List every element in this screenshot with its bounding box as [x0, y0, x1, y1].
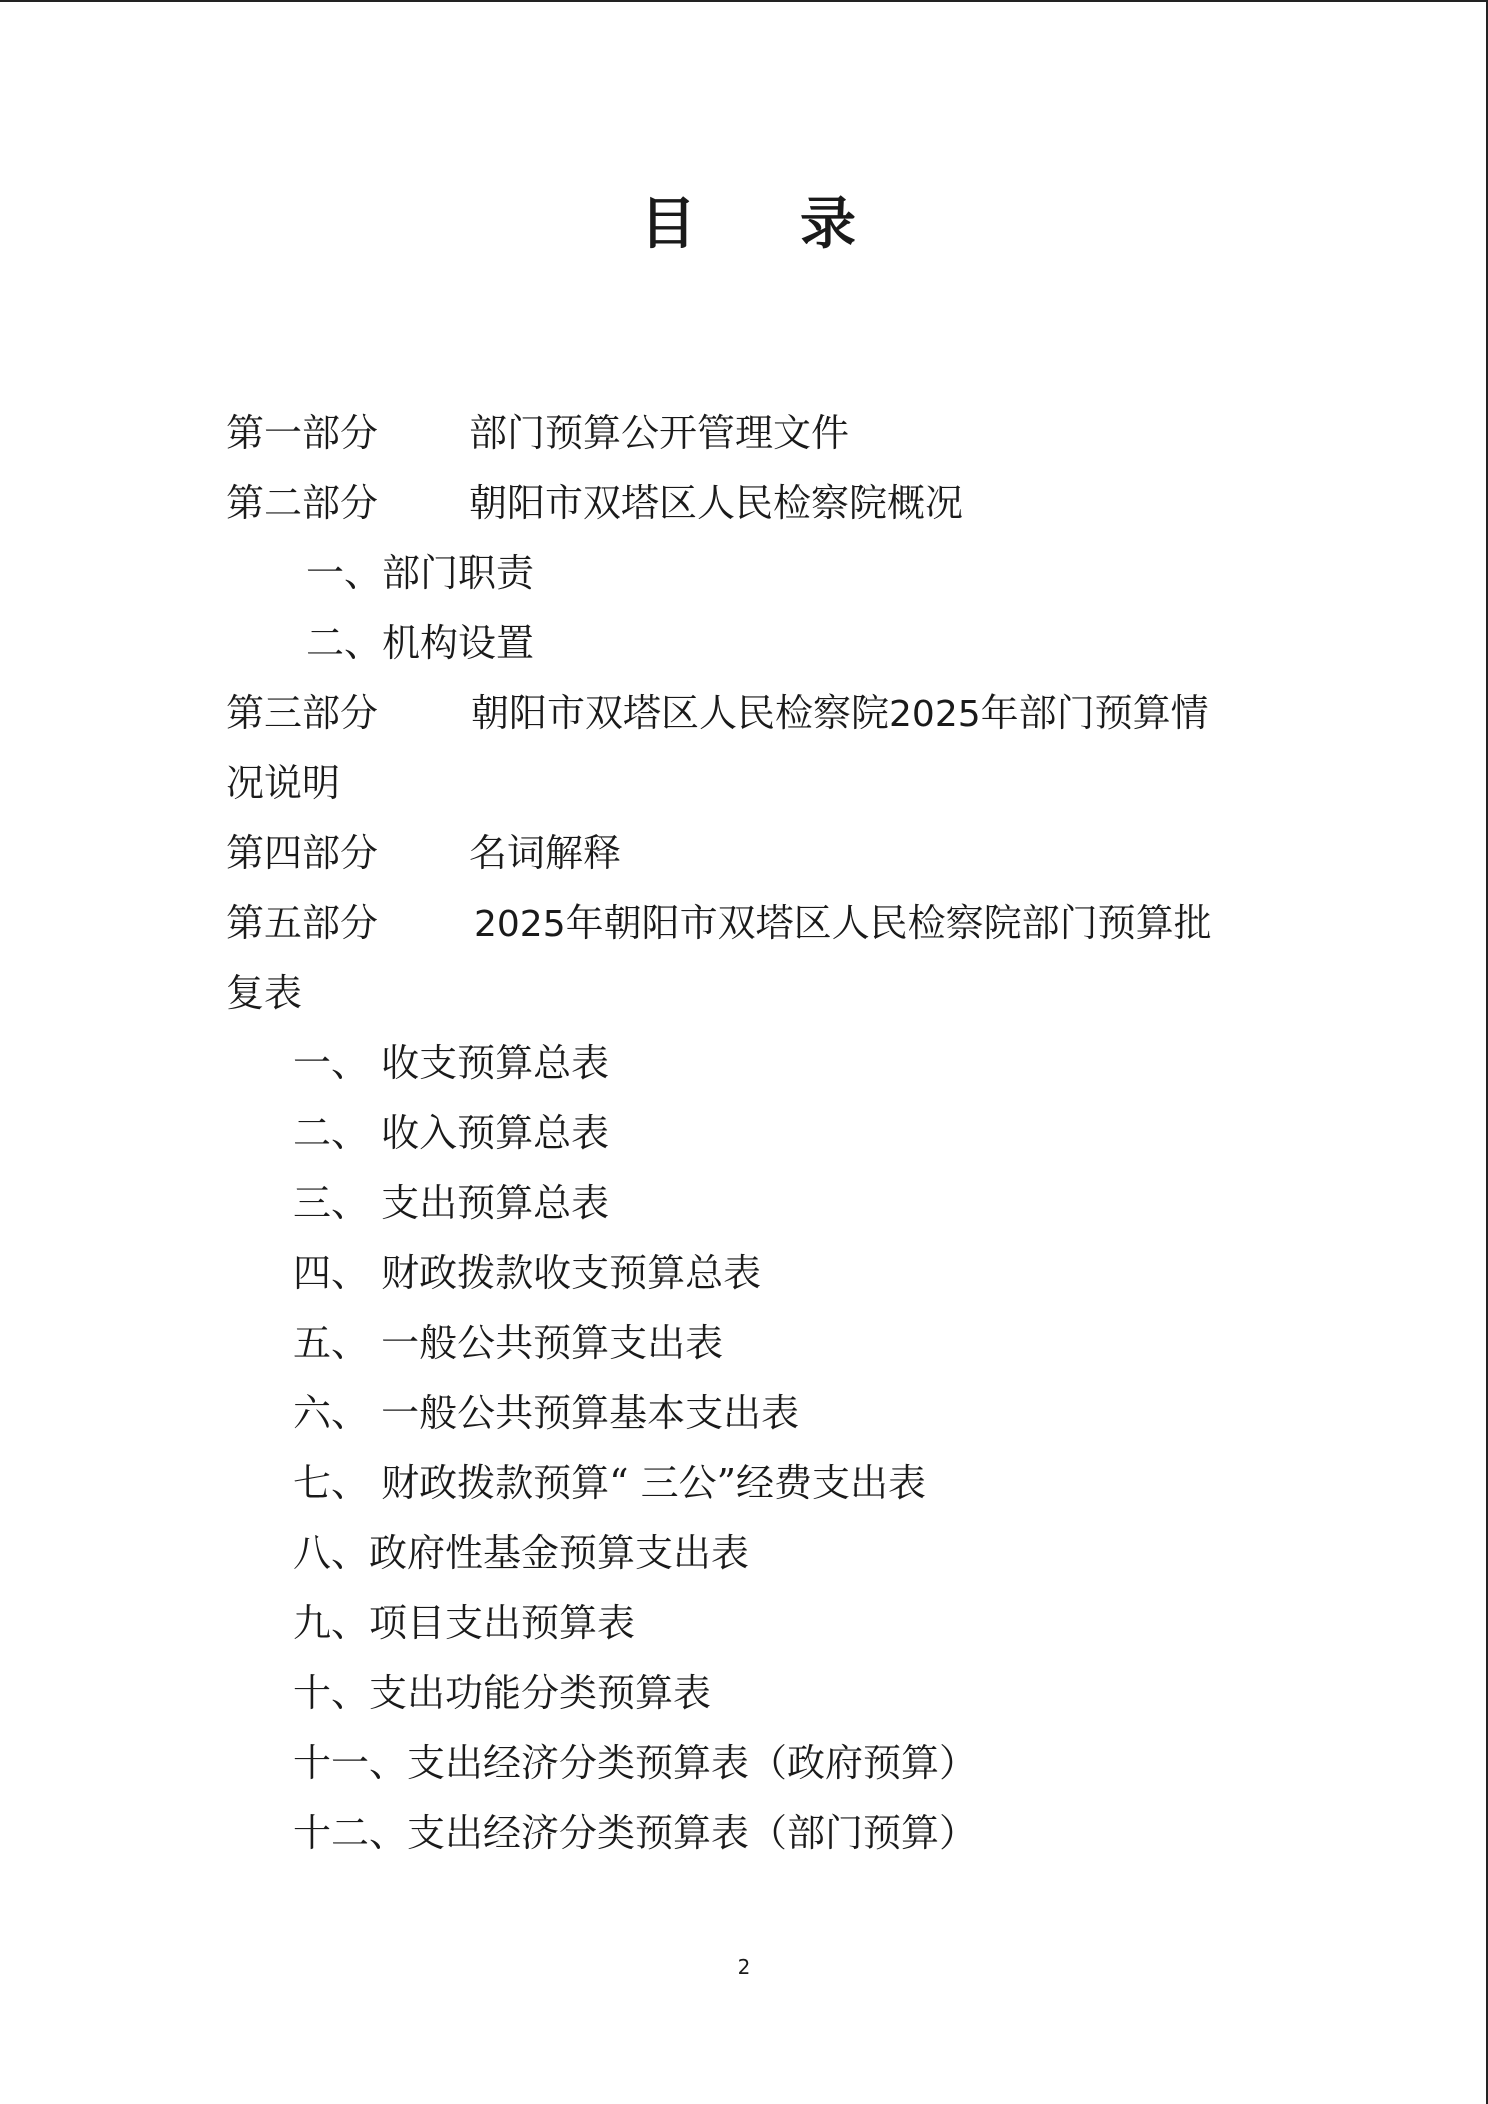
page-number: 2 — [737, 1955, 751, 1979]
toc-part-5-title — [474, 900, 1212, 948]
part-5-text-a: 年朝阳市双塔区人民检察院部门预算批 — [565, 901, 1212, 945]
toc-part-1 — [226, 410, 378, 456]
part-5-year: 2025 — [474, 904, 566, 945]
toc-part-1-title: 部门预算公开管理文件 — [469, 411, 850, 455]
toc-table-item: 一、 收支预算总表 — [293, 1041, 610, 1085]
toc-table-item: 二、 收入预算总表 — [293, 1111, 610, 1155]
part-label: 第三部分 — [226, 691, 379, 735]
toc-part-4 — [226, 830, 378, 876]
toc-part-5-title-cont: 复表 — [226, 971, 303, 1015]
part-3-text-a: 朝阳市双塔区人民检察院 — [471, 691, 890, 735]
part-3-year: 2025 — [889, 694, 981, 735]
toc-table-item: 十一、支出经济分类预算表（政府预算） — [293, 1741, 978, 1785]
toc-table-item: 五、 一般公共预算支出表 — [293, 1321, 724, 1365]
toc-table-item: 十、支出功能分类预算表 — [293, 1671, 712, 1715]
toc-part-3-title-cont: 况说明 — [226, 761, 341, 805]
toc-part-4-title: 名词解释 — [469, 831, 622, 875]
part-label: 第四部分 — [226, 831, 379, 875]
toc-table-item: 四、 财政拨款收支预算总表 — [293, 1251, 762, 1295]
toc-part-3-title — [471, 690, 1209, 738]
part-label: 第一部分 — [226, 411, 379, 455]
toc-part-2 — [226, 480, 378, 526]
part-3-text-b: 年部门预算情 — [980, 691, 1209, 735]
toc-title-char-1: 目 — [640, 191, 696, 257]
toc-table-item: 九、项目支出预算表 — [293, 1601, 636, 1645]
toc-table-item: 八、政府性基金预算支出表 — [293, 1531, 750, 1575]
part-label: 第二部分 — [226, 481, 379, 525]
toc-subitem: 二、机构设置 — [306, 621, 535, 665]
toc-part-5 — [226, 900, 378, 946]
part-label: 第五部分 — [226, 901, 379, 945]
toc-table-item: 七、 财政拨款预算“ 三公”经费支出表 — [293, 1461, 927, 1505]
toc-subitem: 一、部门职责 — [306, 551, 535, 595]
toc-title-char-2: 录 — [800, 191, 856, 257]
toc-part-2-title: 朝阳市双塔区人民检察院概况 — [469, 481, 964, 525]
toc-table-item: 六、 一般公共预算基本支出表 — [293, 1391, 800, 1435]
toc-table-item: 三、 支出预算总表 — [293, 1181, 610, 1225]
toc-part-3 — [226, 690, 378, 736]
toc-table-item: 十二、支出经济分类预算表（部门预算） — [293, 1811, 978, 1855]
